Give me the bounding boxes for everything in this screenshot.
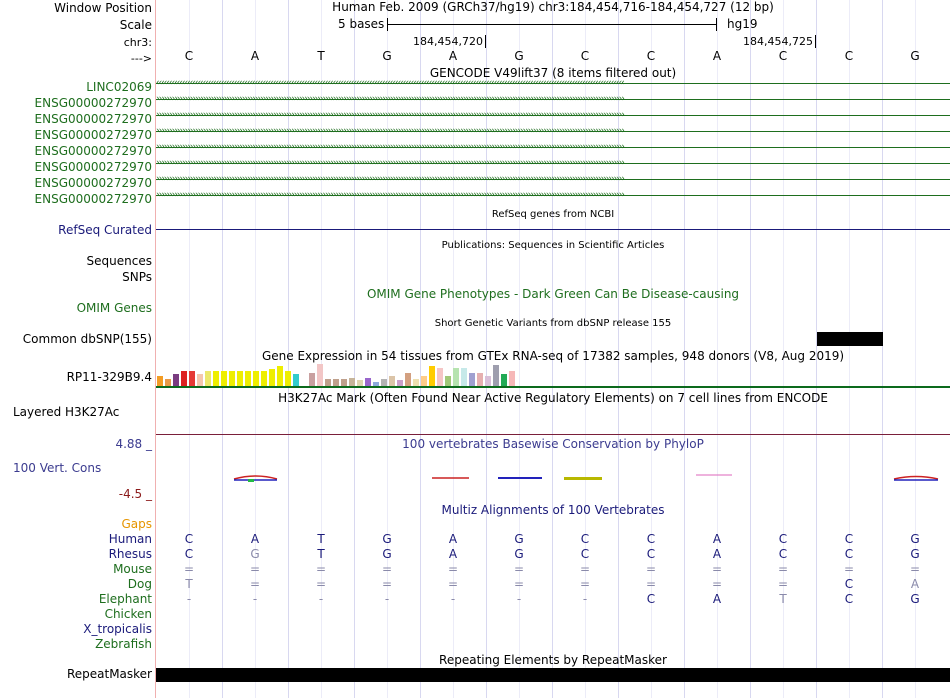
alignment-base: G: [382, 532, 392, 546]
alignment-base: -: [582, 592, 588, 606]
gtex-tissue-bar[interactable]: [509, 371, 515, 386]
repeatmasker-label[interactable]: RepeatMasker: [66, 667, 152, 681]
gtex-title: Gene Expression in 54 tissues from GTEx RNA-seq of 17382 samples, 948 donors (V8, Aug 2019): [261, 349, 845, 363]
reference-base: A: [250, 49, 260, 63]
alignment-base: -: [516, 592, 522, 606]
gencode-gene-label[interactable]: ENSG00000272970: [34, 176, 152, 190]
alignment-base: =: [315, 562, 327, 576]
phylop-min: -4.5 _: [118, 487, 152, 501]
scale-value: 5 bases: [338, 17, 385, 31]
alignment-base: C: [646, 547, 656, 561]
refseq-gene-line[interactable]: [156, 229, 950, 230]
alignment-base: C: [580, 547, 590, 561]
gaps-label: Gaps: [121, 517, 152, 531]
gtex-tissue-bar[interactable]: [429, 366, 435, 386]
coordinate-2: 184,454,725: [743, 35, 813, 48]
gencode-gene-label[interactable]: ENSG00000272970: [34, 128, 152, 142]
window-position: Human Feb. 2009 (GRCh37/hg19) chr3:184,454,716-184,454,727 (12 bp): [332, 0, 774, 14]
gtex-tissue-bar[interactable]: [493, 365, 499, 386]
reference-base: G: [514, 49, 524, 63]
gtex-tissue-bar[interactable]: [421, 376, 427, 386]
gtex-tissue-bar[interactable]: [333, 379, 339, 386]
alignment-base: G: [514, 547, 524, 561]
gencode-gene-label[interactable]: ENSG00000272970: [34, 192, 152, 206]
alignment-base: =: [183, 562, 195, 576]
gencode-gene-label[interactable]: ENSG00000272970: [34, 144, 152, 158]
coordinate-1-tick: [485, 35, 486, 48]
browser-track-image[interactable]: [156, 0, 950, 698]
alignment-base: C: [646, 532, 656, 546]
gencode-gene-label[interactable]: LINC02069: [86, 80, 152, 94]
alignment-base: =: [711, 577, 723, 591]
phylop-max: 4.88 _: [115, 437, 152, 451]
reference-base: T: [317, 49, 325, 63]
alignment-base: A: [250, 532, 260, 546]
gtex-tissue-bar[interactable]: [237, 371, 243, 386]
snps-label[interactable]: SNPs: [122, 270, 152, 284]
forward-strand-arrows: ››››››››››››››››››››››››››››››››››››››››››››››››››››››››››››››››››››››››››››››››››››››››››››››››››››››››››››››››››››››››››››››››››››››››››››››››››››››››››››››››››››››››››››››››››››: [156, 190, 624, 200]
phylop-label[interactable]: 100 Vert. Cons: [13, 461, 102, 475]
alignment-base: T: [317, 547, 325, 561]
alignment-base: C: [184, 532, 194, 546]
reference-base: C: [778, 49, 788, 63]
repeatmasker-title: Repeating Elements by RepeatMasker: [439, 653, 667, 667]
gtex-tissue-bar[interactable]: [309, 373, 315, 386]
alignment-base: G: [910, 592, 920, 606]
alignment-base: A: [910, 577, 920, 591]
alignment-base: =: [645, 577, 657, 591]
alignment-base: C: [580, 532, 590, 546]
window-position-label: Window Position: [54, 1, 152, 15]
reverse-strand-arrows: ‹‹‹‹‹‹‹‹‹‹‹‹‹‹‹‹‹‹‹‹‹‹‹‹‹‹‹‹‹‹‹‹‹‹‹‹‹‹‹‹‹‹‹‹‹‹‹‹‹‹‹‹‹‹‹‹‹‹‹‹‹‹‹‹‹‹‹‹‹‹‹‹‹‹‹‹‹‹‹‹‹‹‹‹‹‹‹‹‹‹‹‹‹‹‹‹‹‹‹‹‹‹‹‹‹‹‹‹‹‹‹‹‹‹‹‹‹‹‹‹‹‹‹‹‹‹‹‹‹‹‹‹‹‹‹‹‹‹‹‹‹‹‹‹‹‹‹‹‹‹‹‹‹‹‹‹‹‹‹‹‹‹‹‹‹‹‹‹‹‹‹‹‹‹‹‹‹‹‹‹: [156, 78, 624, 88]
alignment-base: =: [249, 562, 261, 576]
gtex-tissue-bar[interactable]: [453, 368, 459, 386]
species-label[interactable]: Human: [108, 532, 152, 546]
omim-label[interactable]: OMIM Genes: [76, 301, 152, 315]
chrom-label: chr3:: [123, 36, 152, 49]
reference-base: C: [184, 49, 194, 63]
gtex-tissue-bar[interactable]: [197, 374, 203, 386]
species-label[interactable]: Elephant: [98, 592, 152, 606]
dbsnp-label[interactable]: Common dbSNP(155): [22, 332, 152, 346]
alignment-base: =: [381, 577, 393, 591]
gencode-gene-label[interactable]: ENSG00000272970: [34, 96, 152, 110]
assembly-label: hg19: [727, 17, 758, 31]
reference-base: C: [844, 49, 854, 63]
reference-base: A: [448, 49, 458, 63]
forward-strand-arrows: ››››››››››››››››››››››››››››››››››››››››››››››››››››››››››››››››››››››››››››››››››››››››››››››››››››››››››››››››››››››››››››››››››››››››››››››››››››››››››››››››››››››››››››››››››››: [156, 110, 624, 120]
gtex-tissue-bar[interactable]: [477, 373, 483, 386]
gtex-tissue-bar[interactable]: [413, 379, 419, 386]
gtex-tissue-bar[interactable]: [173, 374, 179, 386]
scale-bar: [388, 24, 717, 25]
gtex-tissue-bar[interactable]: [181, 371, 187, 386]
species-label[interactable]: Zebrafish: [95, 637, 152, 651]
publications-title: Publications: Sequences in Scientific Articles: [441, 240, 665, 251]
alignment-base: =: [381, 562, 393, 576]
gtex-tissue-bar[interactable]: [325, 379, 331, 386]
phylop-title: 100 vertebrates Basewise Conservation by PhyloP: [402, 437, 704, 451]
alignment-base: G: [250, 547, 260, 561]
gtex-tissue-bar[interactable]: [269, 369, 275, 386]
alignment-base: C: [844, 592, 854, 606]
reference-base: A: [712, 49, 722, 63]
gtex-tissue-bar[interactable]: [253, 371, 259, 386]
alignment-base: C: [778, 532, 788, 546]
alignment-base: =: [249, 577, 261, 591]
gencode-gene-label[interactable]: ENSG00000272970: [34, 112, 152, 126]
gtex-tissue-bar[interactable]: [365, 378, 371, 386]
reference-base: C: [646, 49, 656, 63]
forward-strand-arrows: ››››››››››››››››››››››››››››››››››››››››››››››››››››››››››››››››››››››››››››››››››››››››››››››››››››››››››››››››››››››››››››››››››››››››››››››››››››››››››››››››››››››››››››››››››››: [156, 142, 624, 152]
gtex-tissue-bar[interactable]: [245, 371, 251, 386]
reference-base: G: [382, 49, 392, 63]
alignment-base: =: [777, 562, 789, 576]
gtex-label[interactable]: RP11-329B9.4: [66, 370, 152, 384]
repeatmasker-block[interactable]: [156, 668, 950, 682]
gtex-tissue-bar[interactable]: [317, 364, 323, 386]
refseq-title: RefSeq genes from NCBI: [491, 209, 615, 220]
alignment-base: =: [579, 562, 591, 576]
dbsnp-title: Short Genetic Variants from dbSNP release 155: [434, 318, 672, 329]
alignment-base: G: [910, 532, 920, 546]
alignment-base: C: [844, 577, 854, 591]
coordinate-1: 184,454,720: [413, 35, 483, 48]
alignment-base: A: [712, 592, 722, 606]
sequences-label[interactable]: Sequences: [86, 254, 152, 268]
gencode-gene-label[interactable]: ENSG00000272970: [34, 160, 152, 174]
gtex-tissue-bar[interactable]: [341, 379, 347, 386]
alignment-base: A: [448, 547, 458, 561]
alignment-base: T: [779, 592, 787, 606]
alignment-base: C: [646, 592, 656, 606]
gtex-tissue-bar[interactable]: [189, 371, 195, 386]
alignment-base: =: [645, 562, 657, 576]
gtex-tissue-bar[interactable]: [389, 376, 395, 386]
alignment-base: A: [448, 532, 458, 546]
gtex-tissue-bar[interactable]: [485, 376, 491, 386]
species-label[interactable]: Dog: [127, 577, 152, 591]
reference-base: G: [910, 49, 920, 63]
alignment-base: C: [844, 532, 854, 546]
gtex-tissue-bar[interactable]: [157, 376, 163, 386]
alignment-base: =: [513, 562, 525, 576]
gtex-tissue-bar[interactable]: [261, 371, 267, 386]
gtex-bar-graph[interactable]: [156, 364, 950, 386]
forward-strand-arrows: ››››››››››››››››››››››››››››››››››››››››››››››››››››››››››››››››››››››››››››››››››››››››››››››››››››››››››››››››››››››››››››››››››››››››››››››››››››››››››››››››››››››››››››››››››››: [156, 94, 624, 104]
species-label[interactable]: X_tropicalis: [83, 622, 152, 636]
alignment-base: C: [844, 547, 854, 561]
alignment-base: A: [712, 547, 722, 561]
alignment-base: -: [384, 592, 390, 606]
species-label[interactable]: Chicken: [104, 607, 152, 621]
alignment-base: =: [711, 562, 723, 576]
h3k27ac-title: H3K27Ac Mark (Often Found Near Active Regulatory Elements) on 7 cell lines from ENCODE: [278, 391, 828, 405]
strand-label: --->: [130, 52, 152, 65]
alignment-base: =: [447, 577, 459, 591]
alignment-base: -: [252, 592, 258, 606]
alignment-base: -: [450, 592, 456, 606]
gtex-tissue-bar[interactable]: [445, 376, 451, 386]
gtex-tissue-bar[interactable]: [501, 374, 507, 386]
gtex-tissue-bar[interactable]: [381, 379, 387, 386]
gtex-tissue-bar[interactable]: [405, 373, 411, 386]
gtex-tissue-bar[interactable]: [293, 374, 299, 386]
scale-bar-right-tick: [716, 18, 717, 31]
gtex-tissue-bar[interactable]: [205, 371, 211, 386]
alignment-base: T: [185, 577, 193, 591]
multiz-title: Multiz Alignments of 100 Vertebrates: [441, 503, 665, 517]
gtex-tissue-bar[interactable]: [437, 368, 443, 386]
h3k27ac-baseline: [156, 434, 950, 435]
gtex-tissue-bar[interactable]: [469, 373, 475, 386]
track-label-column: [0, 0, 155, 698]
scale-bar-left-tick: [387, 18, 388, 31]
gtex-tissue-bar[interactable]: [349, 378, 355, 386]
alignment-base: A: [712, 532, 722, 546]
forward-strand-arrows: ››››››››››››››››››››››››››››››››››››››››››››››››››››››››››››››››››››››››››››››››››››››››››››››››››››››››››››››››››››››››››››››››››››››››››››››››››››››››››››››››››››››››››››››››››››: [156, 158, 624, 168]
gtex-tissue-bar[interactable]: [461, 368, 467, 386]
forward-strand-arrows: ››››››››››››››››››››››››››››››››››››››››››››››››››››››››››››››››››››››››››››››››››››››››››››››››››››››››››››››››››››››››››››››››››››››››››››››››››››››››››››››››››››››››››››››››››››: [156, 126, 624, 136]
gtex-tissue-bar[interactable]: [213, 371, 219, 386]
alignment-base: =: [579, 577, 591, 591]
gtex-tissue-bar[interactable]: [165, 379, 171, 386]
reference-base: C: [580, 49, 590, 63]
species-label[interactable]: Mouse: [113, 562, 152, 576]
alignment-base: C: [778, 547, 788, 561]
species-label[interactable]: Rhesus: [108, 547, 152, 561]
alignment-base: C: [184, 547, 194, 561]
alignment-base: =: [447, 562, 459, 576]
gencode-title: GENCODE V49lift37 (8 items filtered out): [429, 66, 677, 80]
gtex-tissue-bar[interactable]: [221, 371, 227, 386]
phylop-conservation-graph[interactable]: [156, 470, 950, 486]
gtex-tissue-bar[interactable]: [285, 371, 291, 386]
alignment-base: G: [910, 547, 920, 561]
refseq-label[interactable]: RefSeq Curated: [58, 223, 152, 237]
gtex-gene-line: [156, 386, 950, 388]
gtex-tissue-bar[interactable]: [229, 371, 235, 386]
alignment-base: G: [382, 547, 392, 561]
alignment-base: =: [315, 577, 327, 591]
scale-label: Scale: [119, 18, 152, 32]
alignment-base: =: [909, 562, 921, 576]
forward-strand-arrows: ››››››››››››››››››››››››››››››››››››››››››››››››››››››››››››››››››››››››››››››››››››››››››››››››››››››››››››››››››››››››››››››››››››››››››››››››››››››››››››››››››››››››››››››››››››: [156, 174, 624, 184]
coordinate-2-tick: [815, 35, 816, 48]
alignment-base: G: [514, 532, 524, 546]
alignment-base: T: [317, 532, 325, 546]
omim-title: OMIM Gene Phenotypes - Dark Green Can Be Disease-causing: [366, 287, 740, 301]
h3k27ac-label[interactable]: Layered H3K27Ac: [13, 405, 120, 419]
alignment-base: -: [186, 592, 192, 606]
dbsnp-variant-block[interactable]: [817, 332, 883, 346]
alignment-base: =: [513, 577, 525, 591]
alignment-base: =: [777, 577, 789, 591]
alignment-base: =: [843, 562, 855, 576]
alignment-base: -: [318, 592, 324, 606]
gtex-tissue-bar[interactable]: [277, 366, 283, 386]
